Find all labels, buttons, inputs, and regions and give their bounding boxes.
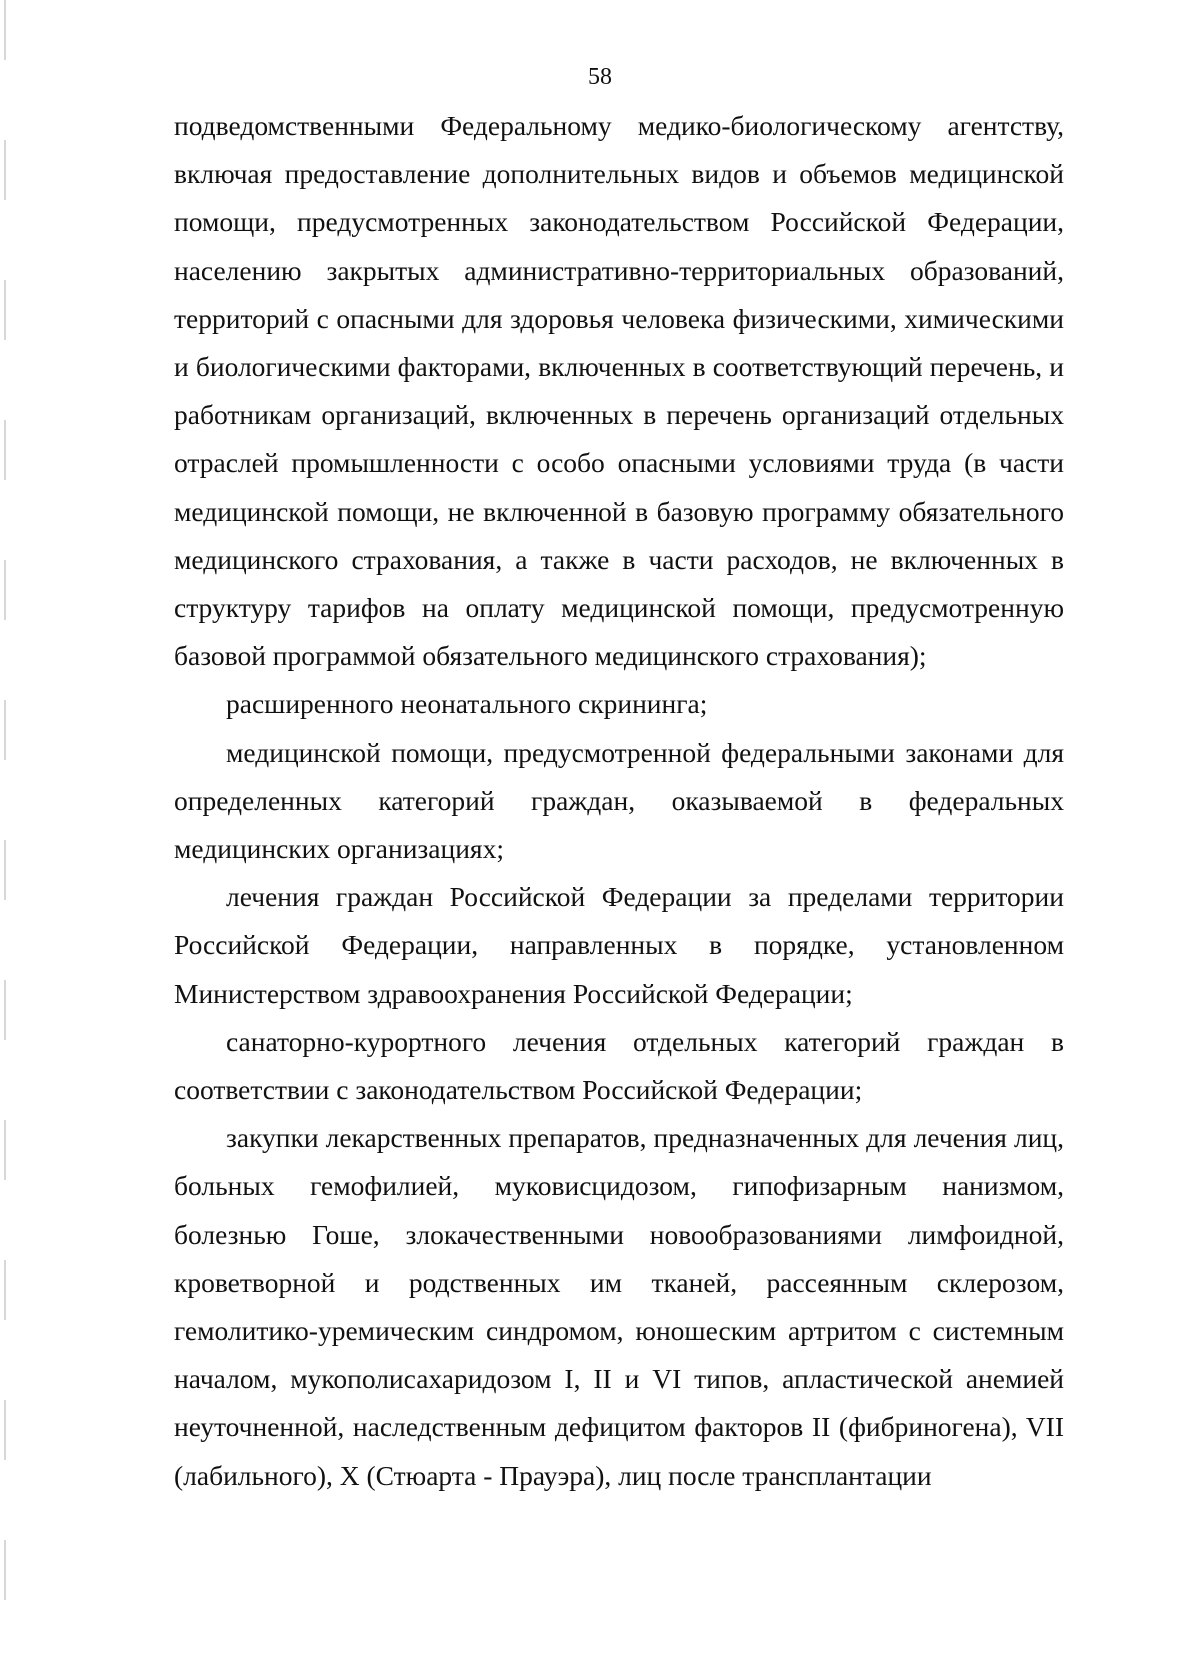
paragraph-4: лечения граждан Российской Федерации за пределами территории Российской Федерации, направленных в порядке, установленном Министерством здравоохранения Российской Федерации; bbox=[174, 881, 1064, 1009]
paragraph-1: подведомственными Федеральному медико-биологическому агентству, включая предоставление дополнительных видов и объемов медицинской помощи, предусмотренных законодательством Российской Федерации, населению закрытых административно-территориальных образований, территорий с опасными для здоровья человека физическими, химическими и биологическими факторами, включенных в соответствующий перечень, и работникам организаций, включенных в перечень организаций отдельных отраслей промышленности с особо опасными условиями труда (в части медицинской помощи, не включенной в базовую программу обязательного медицинского страхования, а также в части расходов, не включенных в структуру тарифов на оплату медицинской помощи, предусмотренную базовой программой обязательного медицинского страхования); bbox=[174, 110, 1064, 672]
paragraph-3: медицинской помощи, предусмотренной федеральными законами для определенных категорий граждан, оказываемой в федеральных медицинских организациях; bbox=[174, 736, 1064, 865]
page-number: 58 bbox=[588, 64, 612, 90]
paragraph-5: санаторно-курортного лечения отдельных категорий граждан в соответствии с законодательством Российской Федерации; bbox=[174, 1025, 1064, 1106]
scan-edge-artifact bbox=[4, 0, 6, 1661]
document-body bbox=[174, 102, 1064, 1500]
paragraph-2: расширенного неонатального скрининга; bbox=[226, 688, 708, 720]
paragraph-6: закупки лекарственных препаратов, предназначенных для лечения лиц, больных гемофилией, муковисцидозом, гипофизарным нанизмом, болезнью Гоше, злокачественными новообразованиями лимфоидной, кроветворной и родственных им тканей, рассеянным склерозом, гемолитико-уремическим синдромом, юношеским артритом с системным началом, мукополисахаридозом I, II и VI типов, апластической анемией неуточненной, наследственным дефицитом факторов II (фибриногена), VII (лабильного), X (Стюарта - Прауэра), лиц после трансплантации bbox=[174, 1122, 1064, 1491]
